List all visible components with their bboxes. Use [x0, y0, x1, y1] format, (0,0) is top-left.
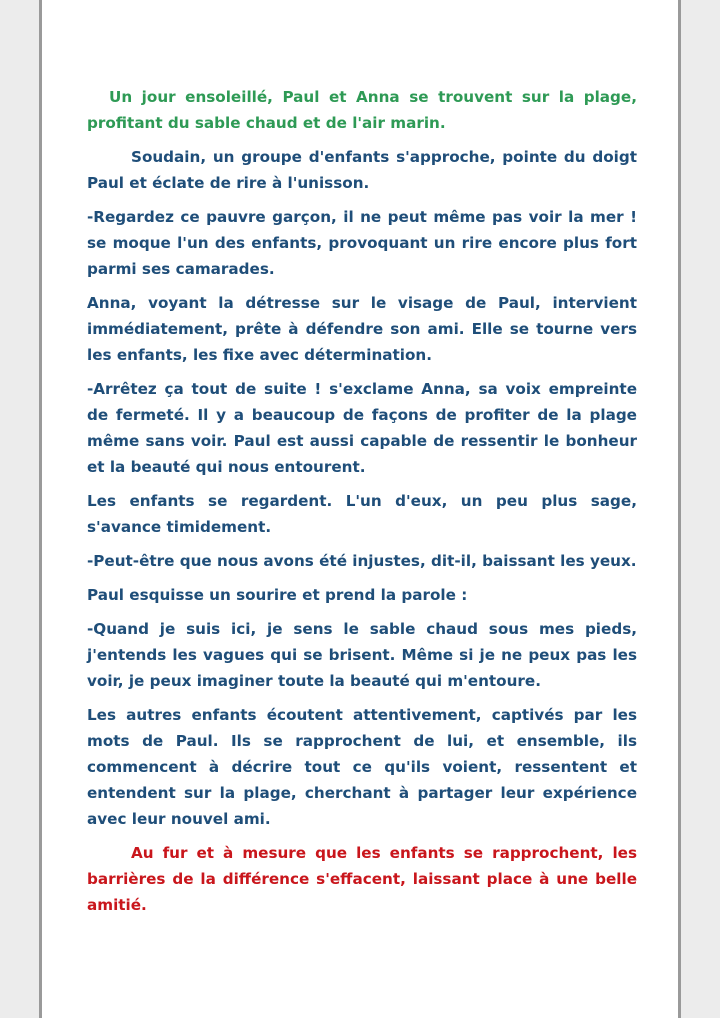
paragraph-anna-intervenes: Anna, voyant la détresse sur le visage de Paul, intervient immédiatement, prête à défendre son ami. Elle se tourne vers les enfants, les fixe avec détermination. [87, 294, 637, 364]
paragraph-apology: -Peut-être que nous avons été injustes, dit-il, baissant les yeux. [87, 552, 637, 570]
paragraph-children-look: Les enfants se regardent. L'un d'eux, un peu plus sage, s'avance timidement. [87, 492, 637, 536]
story-text [87, 84, 637, 926]
paragraph-children-approach: Soudain, un groupe d'enfants s'approche, pointe du doigt Paul et éclate de rire à l'unisson. [87, 148, 637, 192]
paragraph-mockery: -Regardez ce pauvre garçon, il ne peut même pas voir la mer ! se moque l'un des enfants, provoquant un rire encore plus fort parmi ses camarades. [87, 208, 637, 278]
paragraph-intro: Un jour ensoleillé, Paul et Anna se trouvent sur la plage, profitant du sable chaud et de l'air marin. [87, 88, 637, 132]
paragraph-sharing: Les autres enfants écoutent attentivement, captivés par les mots de Paul. Ils se rapprochent de lui, et ensemble, ils commencent à décrire tout ce qu'ils voient, ressentent et entendent sur la plage, cherchant à partager leur expérience avec leur nouvel ami. [87, 706, 637, 828]
document-page [39, 0, 681, 1018]
paragraph-conclusion: Au fur et à mesure que les enfants se rapprochent, les barrières de la différence s'effacent, laissant place à une belle amitié. [87, 844, 637, 914]
paragraph-anna-speech: -Arrêtez ça tout de suite ! s'exclame Anna, sa voix empreinte de fermeté. Il y a beaucoup de façons de profiter de la plage même sans voir. Paul est aussi capable de ressentir le bonheur et la beauté qui nous entourent. [87, 380, 637, 476]
paragraph-paul-speech: -Quand je suis ici, je sens le sable chaud sous mes pieds, j'entends les vagues qui se brisent. Même si je ne peux pas les voir, je peux imaginer toute la beauté qui m'entoure. [87, 620, 637, 690]
paragraph-paul-smiles: Paul esquisse un sourire et prend la parole : [87, 586, 468, 604]
